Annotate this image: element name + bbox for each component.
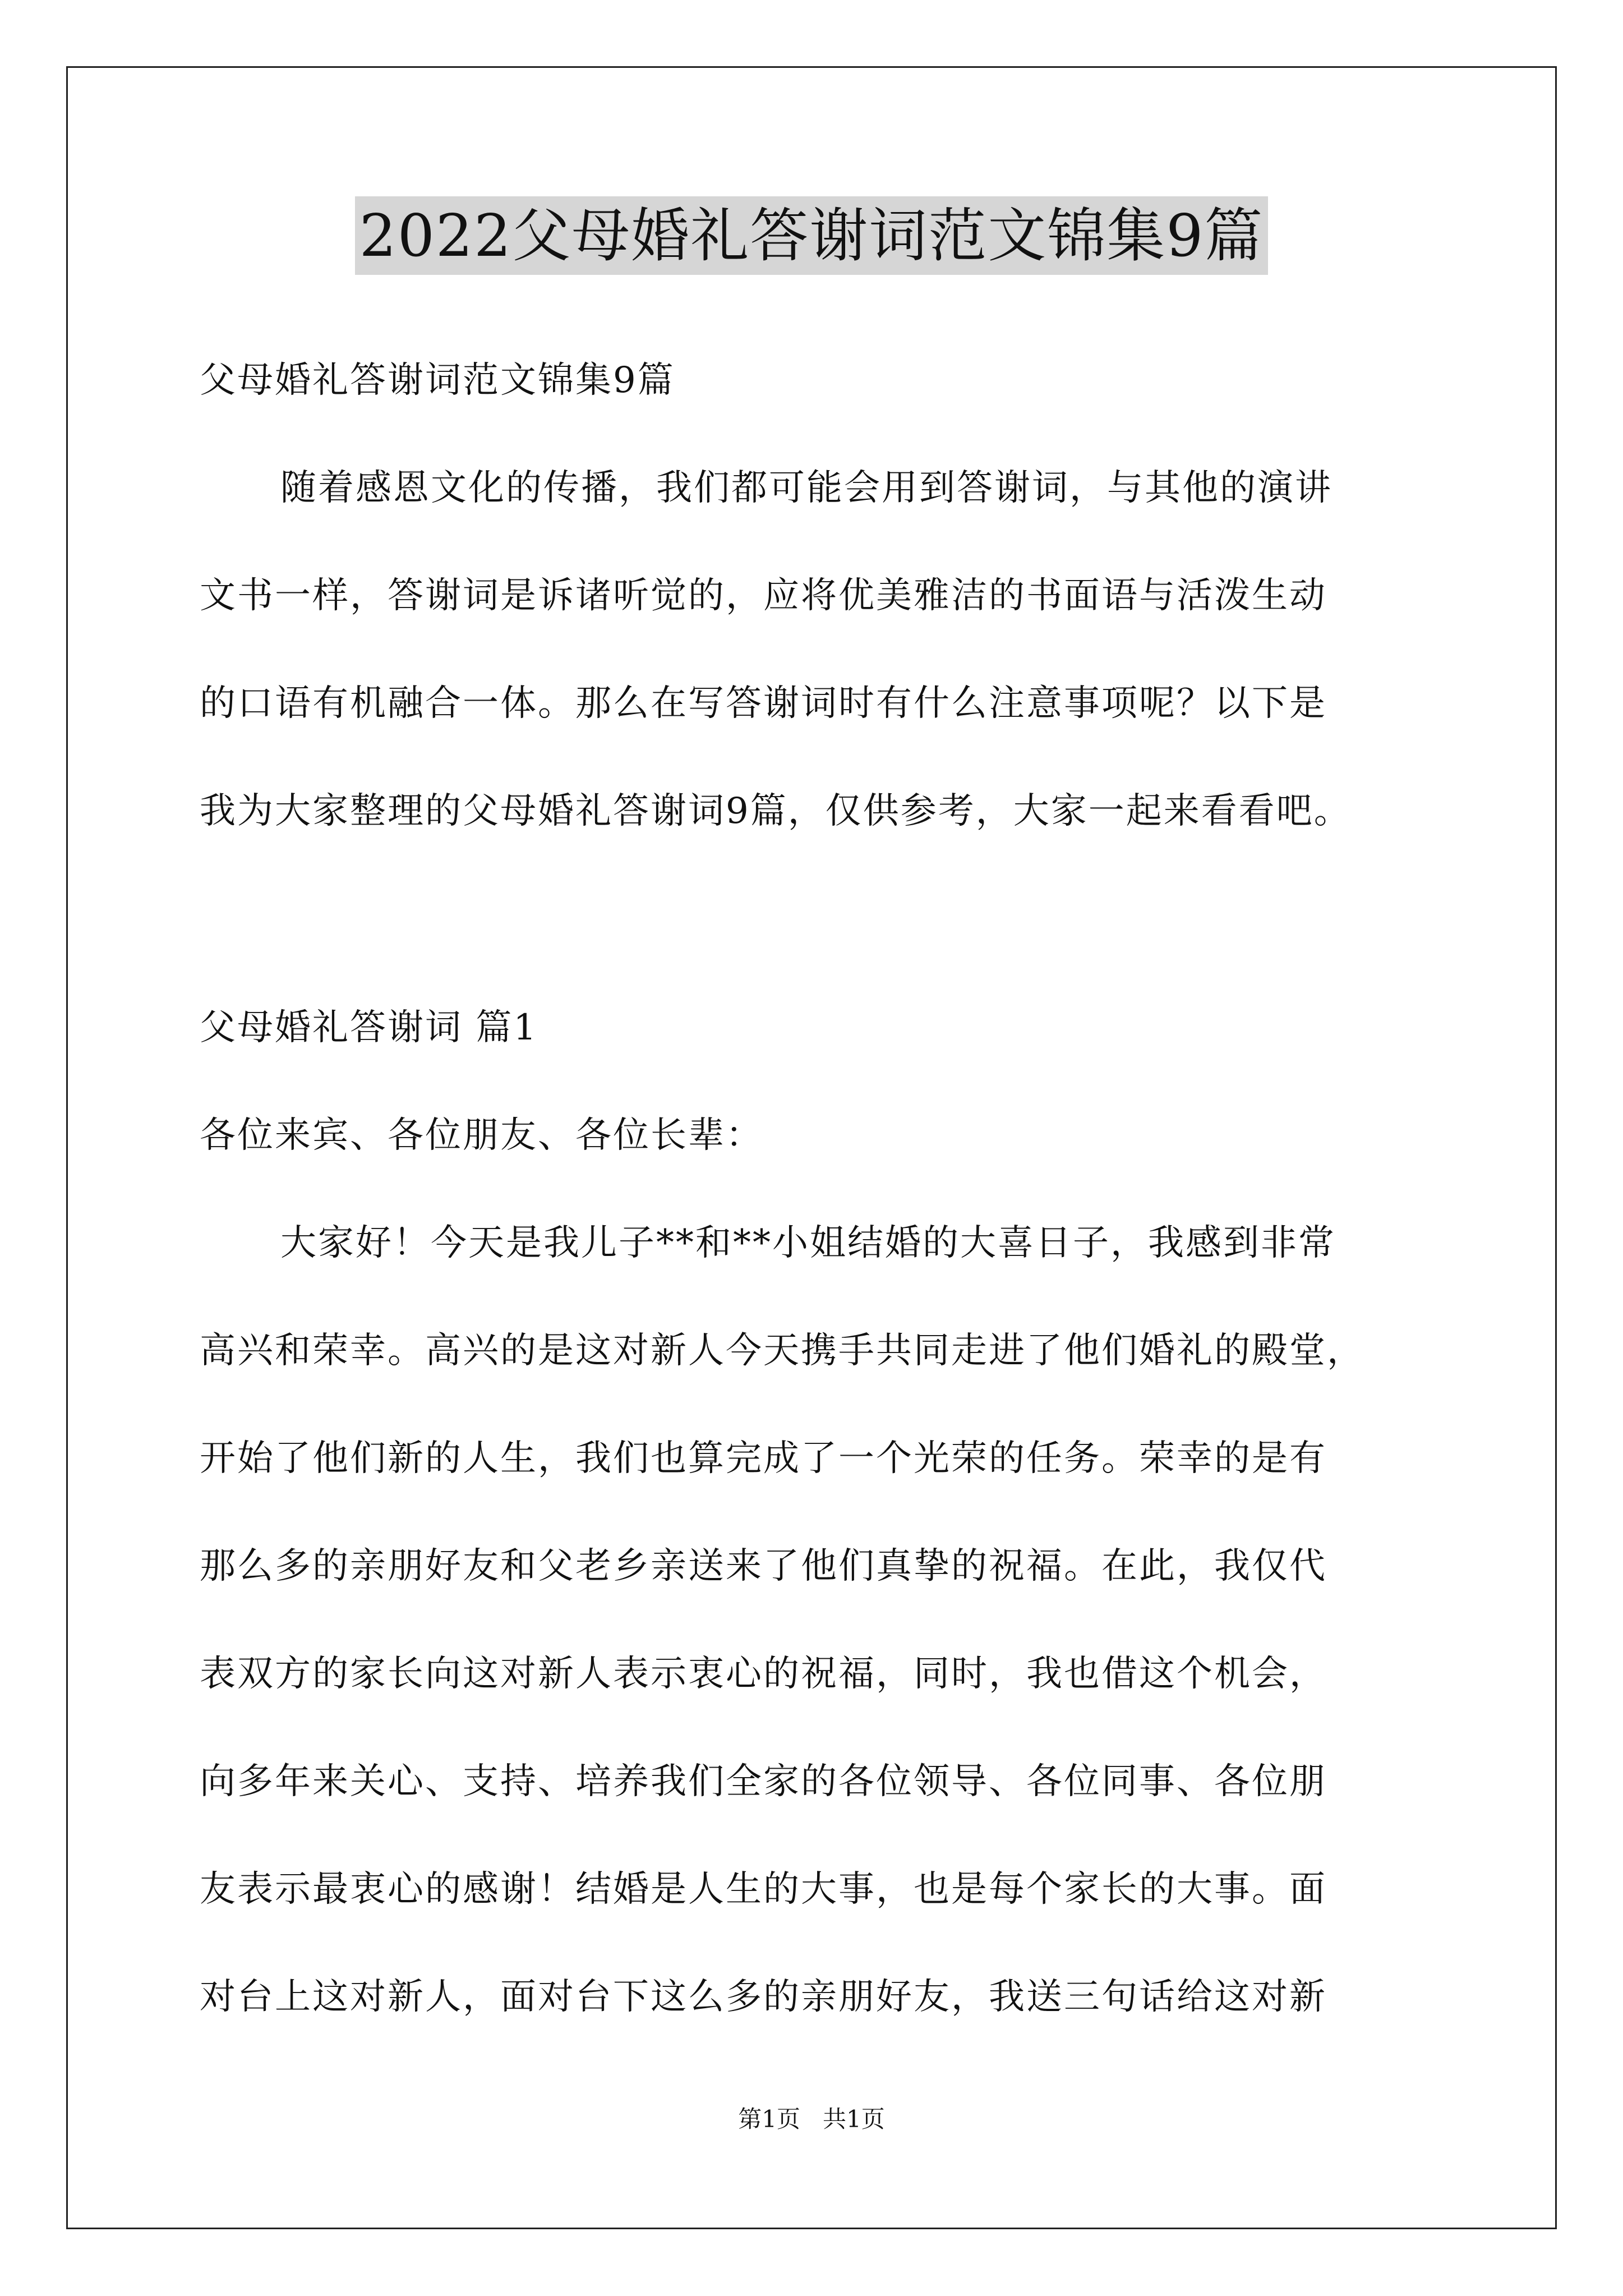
document-title: 2022父母婚礼答谢词范文锦集9篇: [355, 196, 1269, 275]
section-heading: 父母婚礼答谢词 篇1: [200, 1007, 538, 1048]
salutation: 各位来宾、各位朋友、各位长辈：: [200, 1115, 763, 1156]
body-line: 向多年来关心、支持、培养我们全家的各位领导、各位同事、各位朋: [200, 1761, 1327, 1802]
intro-line: 随着感恩文化的传播，我们都可能会用到答谢词，与其他的演讲: [280, 467, 1332, 509]
body-line: 表双方的家长向这对新人表示衷心的祝福，同时，我也借这个机会，: [200, 1653, 1327, 1695]
document-subtitle: 父母婚礼答谢词范文锦集9篇: [200, 360, 675, 401]
body-line: 大家好！今天是我儿子**和**小姐结婚的大喜日子，我感到非常: [280, 1222, 1336, 1264]
body-line: 高兴和荣幸。高兴的是这对新人今天携手共同走进了他们婚礼的殿堂，: [200, 1330, 1364, 1372]
body-line: 那么多的亲朋好友和父老乡亲送来了他们真挚的祝福。在此，我仅代: [200, 1545, 1327, 1587]
body-line: 开始了他们新的人生，我们也算完成了一个光荣的任务。荣幸的是有: [200, 1438, 1327, 1479]
body-line: 友表示最衷心的感谢！结婚是人生的大事，也是每个家长的大事。面: [200, 1869, 1327, 1910]
title-container: [0, 196, 1623, 275]
intro-line: 我为大家整理的父母婚礼答谢词9篇，仅供参考，大家一起来看看吧。: [200, 790, 1352, 832]
page-footer: 第1页 共1页: [738, 2105, 885, 2133]
intro-line: 的口语有机融合一体。那么在写答谢词时有什么注意事项呢？以下是: [200, 683, 1327, 724]
intro-line: 文书一样，答谢词是诉诸听觉的，应将优美雅洁的书面语与活泼生动: [200, 575, 1327, 616]
body-line: 对台上这对新人，面对台下这么多的亲朋好友，我送三句话给这对新: [200, 1976, 1327, 2018]
